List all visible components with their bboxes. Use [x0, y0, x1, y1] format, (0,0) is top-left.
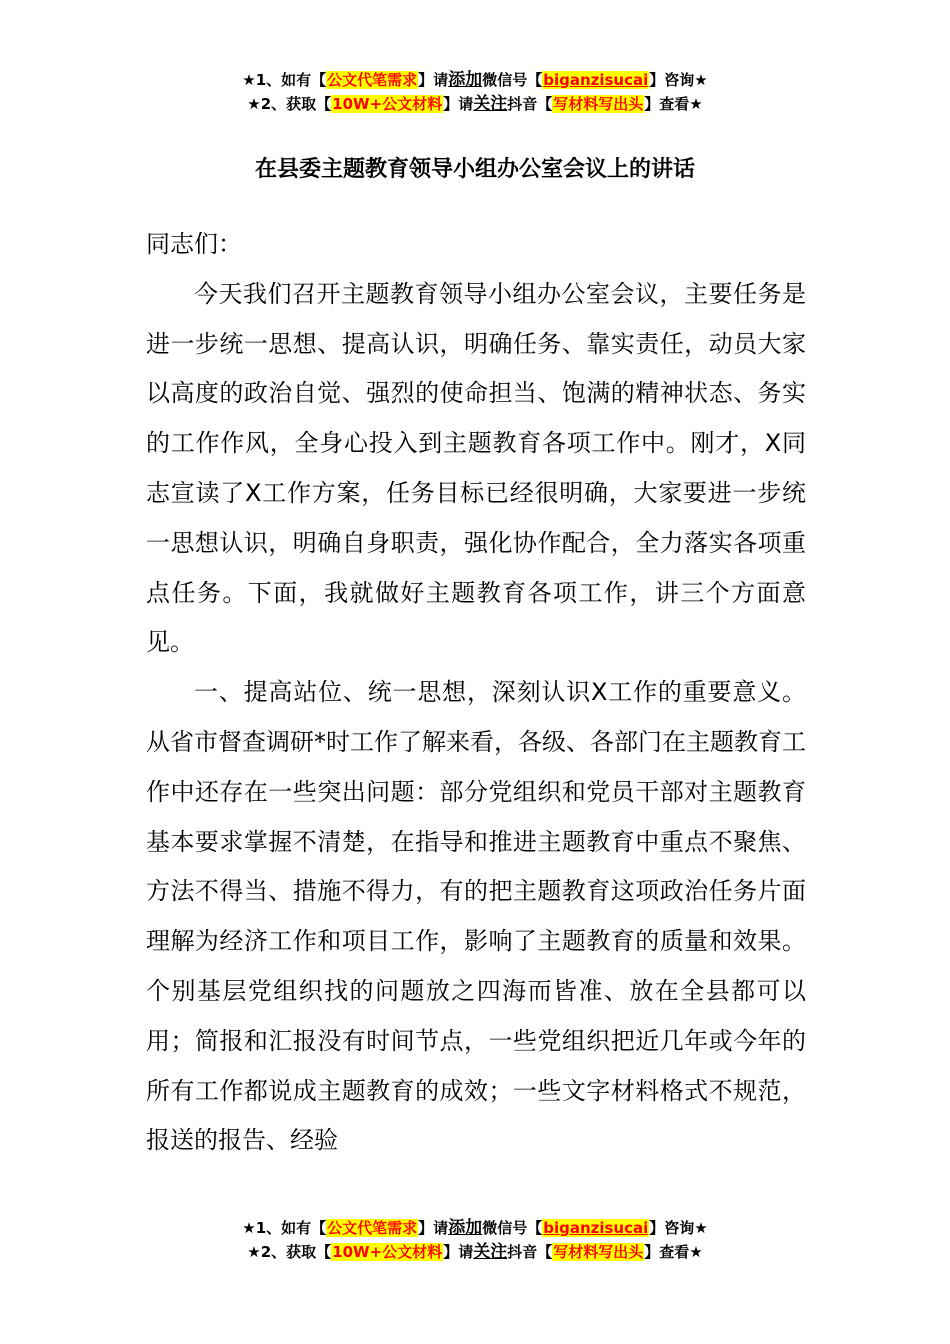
banner-line-2 [0, 1240, 950, 1264]
document-body [146, 220, 806, 1166]
highlight-wechat-id: biganzisucai [543, 1219, 649, 1237]
highlight-douyin-account: 写材料写出头 [553, 1243, 644, 1261]
banner-underlined-text: 添加 [448, 1218, 483, 1238]
banner-text: 】请 [418, 71, 449, 89]
paragraph-1: 今天我们召开主题教育领导小组办公室会议，主要任务是进一步统一思想、提高认识，明确任务、靠实责任，动员大家以高度的政治自觉、强烈的使命担当、饱满的精神状态、务实的工作作风，全身心投入到主题教育各项工作中。刚才，X同志宣读了X工作方案，任务目标已经很明确，大家要进一步统一思想认识，明确自身职责，强化协作配合，全力落实各项重点任务。下面，我就做好主题教育各项工作，讲三个方面意见。 [146, 279, 806, 657]
banner-text: 微信号【 [482, 71, 543, 89]
salutation: 同志们： [146, 230, 242, 258]
banner-line-2 [0, 92, 950, 116]
banner-line-1 [0, 1216, 950, 1240]
banner-text: 微信号【 [482, 1219, 543, 1237]
banner-line-1 [0, 68, 950, 92]
banner-text: 抖音【 [507, 95, 553, 113]
banner-text: ★1、如有【 [242, 1219, 327, 1237]
footer-banner [0, 1216, 950, 1264]
header-banner [0, 68, 950, 116]
banner-underlined-text: 关注 [473, 94, 508, 114]
banner-text: 】咨询★ [649, 1219, 708, 1237]
highlight-materials: 10W+公文材料 [332, 95, 443, 113]
paragraph-2: 一、提高站位、统一思想，深刻认识X工作的重要意义。从省市督查调研*时工作了解来看，各级、各部门在主题教育工作中还存在一些突出问题：部分党组织和党员干部对主题教育基本要求掌握不清楚，在指导和推进主题教育中重点不聚焦、方法不得当、措施不得力，有的把主题教育这项政治任务片面理解为经济工作和项目工作，影响了主题教育的质量和效果。个别基层党组织找的问题放之四海而皆准、放在全县都可以用；简报和汇报没有时间节点，一些党组织把近几年或今年的所有工作都说成主题教育的成效；一些文字材料格式不规范，报送的报告、经验 [146, 678, 806, 1155]
banner-underlined-text: 关注 [473, 1242, 508, 1262]
banner-text: 】请 [443, 95, 474, 113]
highlight-wechat-id: biganzisucai [543, 71, 649, 89]
banner-text: 】查看★ [644, 95, 703, 113]
highlight-materials: 10W+公文材料 [332, 1243, 443, 1261]
banner-underlined-text: 添加 [448, 70, 483, 90]
banner-text: 】查看★ [644, 1243, 703, 1261]
banner-text: 】咨询★ [649, 71, 708, 89]
highlight-service: 公文代笔需求 [327, 1219, 418, 1237]
document-title: 在县委主题教育领导小组办公室会议上的讲话 [254, 157, 695, 182]
banner-text: ★2、获取【 [247, 95, 332, 113]
banner-text: 】请 [443, 1243, 474, 1261]
highlight-douyin-account: 写材料写出头 [553, 95, 644, 113]
banner-text: 】请 [418, 1219, 449, 1237]
banner-text: ★2、获取【 [247, 1243, 332, 1261]
highlight-service: 公文代笔需求 [327, 71, 418, 89]
banner-text: ★1、如有【 [242, 71, 327, 89]
banner-text: 抖音【 [507, 1243, 553, 1261]
